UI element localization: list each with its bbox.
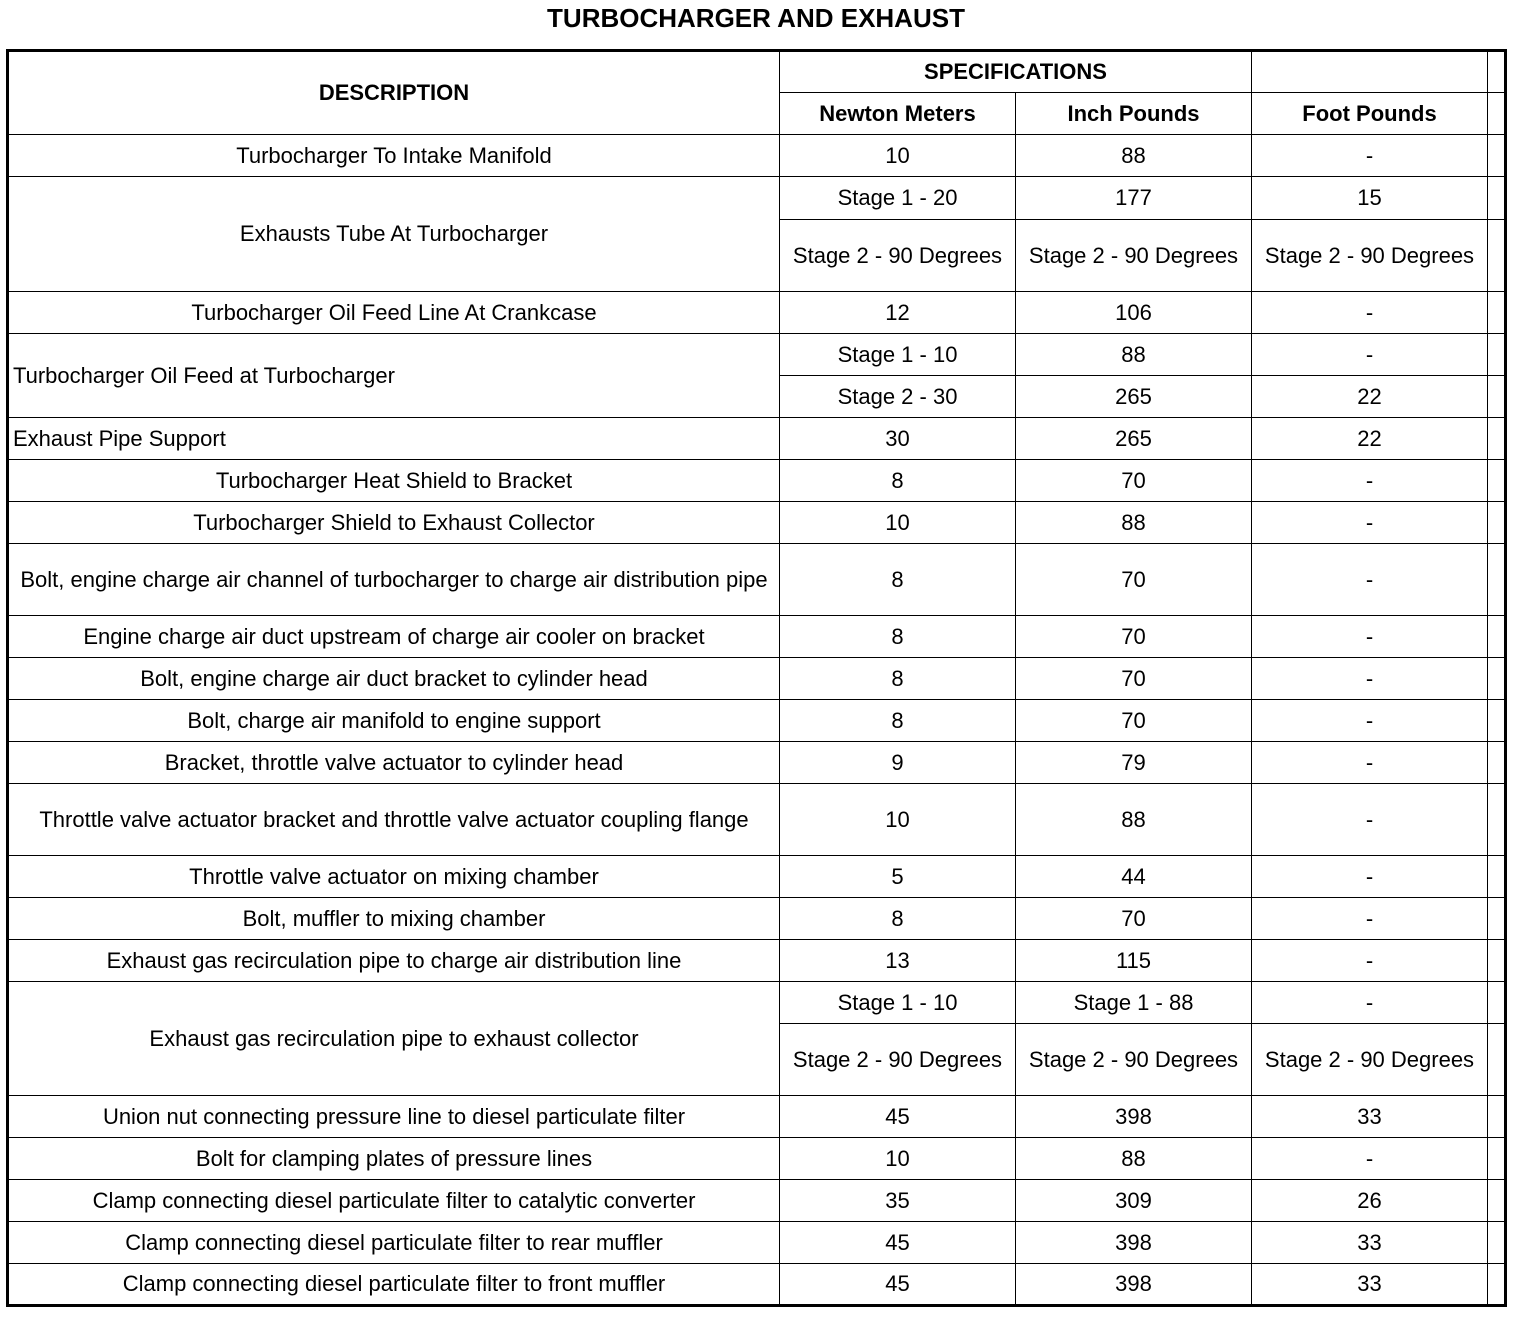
foot-pounds-cell: 22 — [1252, 376, 1488, 418]
newton-meters-cell: Stage 2 - 90 Degrees — [780, 220, 1016, 292]
newton-meters-cell: 8 — [780, 700, 1016, 742]
edge-cell — [1488, 982, 1506, 1024]
newton-meters-header: Newton Meters — [780, 93, 1016, 135]
description-cell: Turbocharger Oil Feed Line At Crankcase — [8, 292, 780, 334]
table-row — [8, 135, 1506, 177]
inch-pounds-cell: 70 — [1016, 898, 1252, 940]
edge-cell — [1488, 1138, 1506, 1180]
newton-meters-cell: Stage 2 - 30 — [780, 376, 1016, 418]
newton-meters-cell: 35 — [780, 1180, 1016, 1222]
inch-pounds-cell: Stage 2 - 90 Degrees — [1016, 220, 1252, 292]
foot-pounds-cell: 33 — [1252, 1222, 1488, 1264]
edge-cell — [1488, 742, 1506, 784]
description-cell: Turbocharger To Intake Manifold — [8, 135, 780, 177]
edge-cell — [1488, 51, 1506, 93]
description-header: DESCRIPTION — [8, 51, 780, 135]
edge-cell — [1488, 616, 1506, 658]
inch-pounds-cell: 398 — [1016, 1096, 1252, 1138]
edge-cell — [1488, 460, 1506, 502]
edge-cell — [1488, 135, 1506, 177]
table-row — [8, 177, 1506, 220]
foot-pounds-cell: - — [1252, 784, 1488, 856]
inch-pounds-cell: 115 — [1016, 940, 1252, 982]
foot-pounds-cell: - — [1252, 700, 1488, 742]
inch-pounds-cell: 88 — [1016, 502, 1252, 544]
edge-cell — [1488, 700, 1506, 742]
description-cell: Bolt, engine charge air duct bracket to cylinder head — [8, 658, 780, 700]
description-cell: Turbocharger Shield to Exhaust Collector — [8, 502, 780, 544]
table-row — [8, 544, 1506, 616]
table-row — [8, 334, 1506, 376]
foot-pounds-cell: - — [1252, 742, 1488, 784]
newton-meters-cell: 5 — [780, 856, 1016, 898]
inch-pounds-cell: 88 — [1016, 1138, 1252, 1180]
description-cell: Clamp connecting diesel particulate filter to catalytic converter — [8, 1180, 780, 1222]
foot-pounds-cell: - — [1252, 616, 1488, 658]
description-cell: Clamp connecting diesel particulate filter to rear muffler — [8, 1222, 780, 1264]
foot-pounds-cell: - — [1252, 544, 1488, 616]
edge-cell — [1488, 502, 1506, 544]
table-row — [8, 784, 1506, 856]
edge-cell — [1488, 1024, 1506, 1096]
newton-meters-cell: 10 — [780, 784, 1016, 856]
description-cell: Exhaust Pipe Support — [8, 418, 780, 460]
newton-meters-cell: 45 — [780, 1222, 1016, 1264]
inch-pounds-cell: 265 — [1016, 376, 1252, 418]
edge-cell — [1488, 418, 1506, 460]
table-row — [8, 1222, 1506, 1264]
edge-cell — [1488, 1096, 1506, 1138]
foot-pounds-cell: - — [1252, 135, 1488, 177]
edge-cell — [1488, 93, 1506, 135]
inch-pounds-cell: 70 — [1016, 658, 1252, 700]
table-row — [8, 1138, 1506, 1180]
newton-meters-cell: Stage 1 - 20 — [780, 177, 1016, 220]
table-row — [8, 856, 1506, 898]
table-row — [8, 418, 1506, 460]
foot-pounds-cell: 22 — [1252, 418, 1488, 460]
edge-cell — [1488, 544, 1506, 616]
description-cell: Bolt for clamping plates of pressure lines — [8, 1138, 780, 1180]
newton-meters-cell: 8 — [780, 658, 1016, 700]
newton-meters-cell: 45 — [780, 1096, 1016, 1138]
inch-pounds-cell: 309 — [1016, 1180, 1252, 1222]
inch-pounds-cell: 70 — [1016, 616, 1252, 658]
page-title: TURBOCHARGER AND EXHAUST — [547, 3, 965, 33]
inch-pounds-header: Inch Pounds — [1016, 93, 1252, 135]
inch-pounds-cell: 70 — [1016, 700, 1252, 742]
newton-meters-cell: Stage 1 - 10 — [780, 982, 1016, 1024]
description-cell: Bolt, muffler to mixing chamber — [8, 898, 780, 940]
table-row — [8, 658, 1506, 700]
description-cell: Bolt, charge air manifold to engine support — [8, 700, 780, 742]
newton-meters-cell: 45 — [780, 1264, 1016, 1306]
description-cell: Exhausts Tube At Turbocharger — [8, 177, 780, 292]
newton-meters-cell: 13 — [780, 940, 1016, 982]
foot-pounds-cell: - — [1252, 460, 1488, 502]
inch-pounds-cell: 88 — [1016, 334, 1252, 376]
spec-table-body — [8, 135, 1506, 1306]
foot-pounds-cell: - — [1252, 1138, 1488, 1180]
description-cell: Exhaust gas recirculation pipe to charge air distribution line — [8, 940, 780, 982]
torque-spec-table — [6, 49, 1507, 1307]
inch-pounds-cell: 265 — [1016, 418, 1252, 460]
newton-meters-cell: 8 — [780, 544, 1016, 616]
newton-meters-cell: 10 — [780, 1138, 1016, 1180]
edge-cell — [1488, 334, 1506, 376]
table-row — [8, 940, 1506, 982]
foot-pounds-cell: - — [1252, 856, 1488, 898]
table-row — [8, 1180, 1506, 1222]
edge-cell — [1488, 856, 1506, 898]
description-cell: Clamp connecting diesel particulate filter to front muffler — [8, 1264, 780, 1306]
table-row — [8, 292, 1506, 334]
table-row — [8, 502, 1506, 544]
foot-pounds-cell: 15 — [1252, 177, 1488, 220]
description-cell: Turbocharger Oil Feed at Turbocharger — [8, 334, 780, 418]
foot-pounds-cell: 26 — [1252, 1180, 1488, 1222]
edge-cell — [1488, 898, 1506, 940]
newton-meters-cell: 30 — [780, 418, 1016, 460]
description-cell: Throttle valve actuator on mixing chamber — [8, 856, 780, 898]
newton-meters-cell: 8 — [780, 898, 1016, 940]
newton-meters-cell: Stage 1 - 10 — [780, 334, 1016, 376]
table-row — [8, 700, 1506, 742]
newton-meters-cell: 8 — [780, 460, 1016, 502]
description-cell: Turbocharger Heat Shield to Bracket — [8, 460, 780, 502]
specifications-header: SPECIFICATIONS — [780, 51, 1252, 93]
inch-pounds-cell: 106 — [1016, 292, 1252, 334]
newton-meters-cell: 10 — [780, 502, 1016, 544]
table-row — [8, 460, 1506, 502]
table-row — [8, 616, 1506, 658]
foot-pounds-cell: - — [1252, 658, 1488, 700]
edge-cell — [1488, 292, 1506, 334]
foot-pounds-cell: 33 — [1252, 1096, 1488, 1138]
inch-pounds-cell: Stage 2 - 90 Degrees — [1016, 1024, 1252, 1096]
foot-pounds-cell: - — [1252, 292, 1488, 334]
edge-cell — [1488, 1180, 1506, 1222]
description-cell: Throttle valve actuator bracket and throttle valve actuator coupling flange — [8, 784, 780, 856]
foot-pounds-cell: - — [1252, 982, 1488, 1024]
edge-cell — [1488, 940, 1506, 982]
inch-pounds-cell: 44 — [1016, 856, 1252, 898]
newton-meters-cell: 9 — [780, 742, 1016, 784]
foot-pounds-cell: - — [1252, 940, 1488, 982]
description-cell: Bolt, engine charge air channel of turbocharger to charge air distribution pipe — [8, 544, 780, 616]
inch-pounds-cell: Stage 1 - 88 — [1016, 982, 1252, 1024]
inch-pounds-cell: 398 — [1016, 1264, 1252, 1306]
inch-pounds-cell: 88 — [1016, 135, 1252, 177]
newton-meters-cell: 8 — [780, 616, 1016, 658]
foot-pounds-cell: - — [1252, 502, 1488, 544]
inch-pounds-cell: 79 — [1016, 742, 1252, 784]
foot-pounds-header: Foot Pounds — [1252, 93, 1488, 135]
edge-cell — [1488, 220, 1506, 292]
foot-pounds-cell: Stage 2 - 90 Degrees — [1252, 1024, 1488, 1096]
table-row — [8, 1096, 1506, 1138]
edge-cell — [1488, 658, 1506, 700]
table-row — [8, 982, 1506, 1024]
description-cell: Union nut connecting pressure line to diesel particulate filter — [8, 1096, 780, 1138]
foot-pounds-cell: - — [1252, 334, 1488, 376]
foot-pounds-cell: - — [1252, 898, 1488, 940]
table-row — [8, 1264, 1506, 1306]
description-cell: Bracket, throttle valve actuator to cylinder head — [8, 742, 780, 784]
foot-pounds-cell: Stage 2 - 90 Degrees — [1252, 220, 1488, 292]
inch-pounds-cell: 70 — [1016, 460, 1252, 502]
edge-cell — [1488, 177, 1506, 220]
table-row — [8, 742, 1506, 784]
description-cell: Engine charge air duct upstream of charge air cooler on bracket — [8, 616, 780, 658]
newton-meters-cell: Stage 2 - 90 Degrees — [780, 1024, 1016, 1096]
inch-pounds-cell: 88 — [1016, 784, 1252, 856]
newton-meters-cell: 12 — [780, 292, 1016, 334]
edge-cell — [1488, 1264, 1506, 1306]
newton-meters-cell: 10 — [780, 135, 1016, 177]
header-row-top — [8, 51, 1506, 93]
inch-pounds-cell: 177 — [1016, 177, 1252, 220]
edge-cell — [1488, 376, 1506, 418]
table-row — [8, 898, 1506, 940]
inch-pounds-cell: 70 — [1016, 544, 1252, 616]
foot-pounds-cell: 33 — [1252, 1264, 1488, 1306]
inch-pounds-cell: 398 — [1016, 1222, 1252, 1264]
blank-header-cell — [1252, 51, 1488, 93]
edge-cell — [1488, 784, 1506, 856]
description-cell: Exhaust gas recirculation pipe to exhaust collector — [8, 982, 780, 1096]
edge-cell — [1488, 1222, 1506, 1264]
